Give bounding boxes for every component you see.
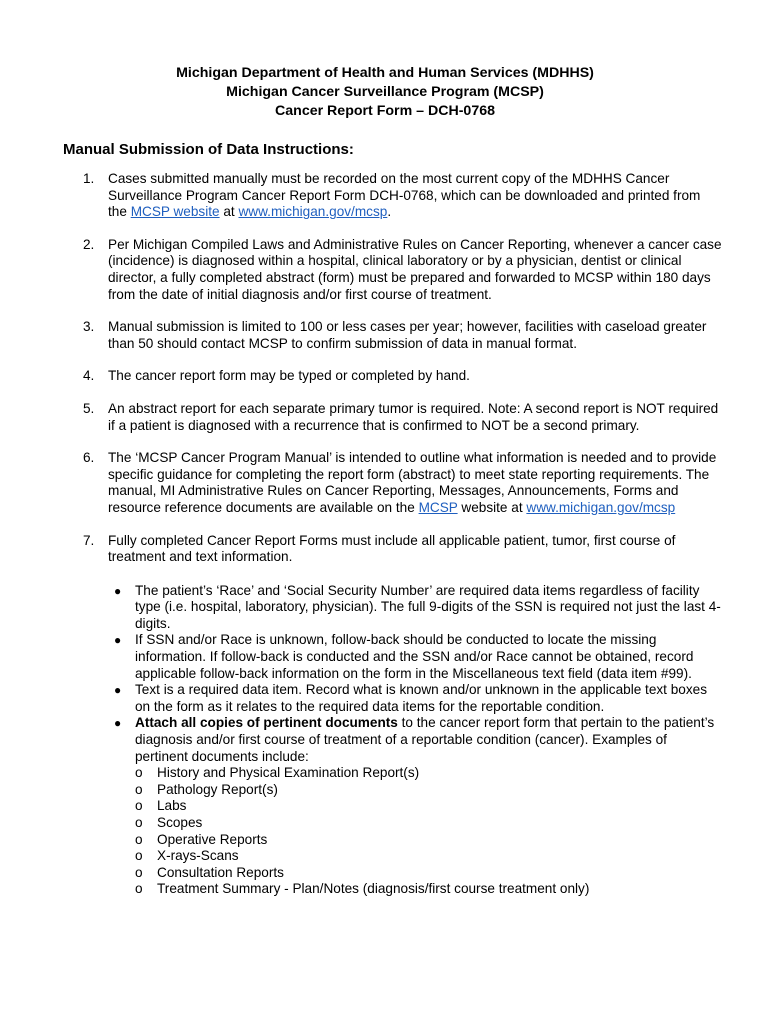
bullet-icon: ● bbox=[114, 683, 122, 698]
hollow-circle-icon: o bbox=[135, 815, 143, 830]
item-number: 2. bbox=[83, 236, 95, 252]
mcsp-website-link[interactable]: MCSP website bbox=[130, 204, 220, 220]
bullet-item bbox=[108, 583, 723, 633]
item-text: The cancer report form may be typed or completed by hand. bbox=[108, 368, 470, 384]
item-text: at bbox=[219, 204, 239, 220]
document-header bbox=[0, 64, 770, 121]
item-number: 5. bbox=[83, 400, 95, 416]
instruction-item-4 bbox=[63, 368, 723, 385]
mcsp-url-link[interactable]: www.michigan.gov/mcsp bbox=[238, 204, 388, 220]
header-program: Michigan Cancer Surveillance Program (MCSP) bbox=[226, 84, 544, 100]
item-text: The ‘MCSP Cancer Program Manual’ is intended to outline what information is needed and to provide specific guidance for completing the report form (abstract) to meet state reporting requirements. The manual, MI Administrative Rules on Cancer Reporting, Messages, Announcements, Forms and resource reference documents are available on the bbox=[108, 450, 717, 515]
instruction-item-1 bbox=[63, 171, 723, 221]
item-number: 1. bbox=[83, 171, 95, 186]
sub-item-text: Scopes bbox=[157, 815, 203, 830]
instruction-item-2 bbox=[63, 237, 723, 303]
mcsp-link[interactable]: MCSP bbox=[418, 499, 458, 515]
instructions-list bbox=[63, 171, 723, 914]
item-number: 6. bbox=[83, 450, 95, 466]
sub-item-text: Pathology Report(s) bbox=[157, 781, 278, 797]
bullet-text: If SSN and/or Race is unknown, follow-back should be conducted to locate the missing information. If follow-back is conducted and the SSN and/or Race cannot be obtained, record applicable follow-back information on the form in the Miscellaneous text field (data item #99). bbox=[135, 632, 694, 681]
hollow-circle-icon: o bbox=[135, 781, 143, 797]
item-text: An abstract report for each separate primary tumor is required. Note: A second report is NOT required if a patient is diagnosed with a recurrence that is confirmed to NOT be a second primary. bbox=[108, 400, 719, 433]
item-number: 7. bbox=[83, 532, 95, 548]
sub-item-text: Consultation Reports bbox=[157, 864, 284, 880]
sub-item bbox=[135, 765, 723, 782]
sub-item bbox=[135, 848, 723, 865]
sub-item-text: Labs bbox=[157, 798, 187, 814]
section-title: Manual Submission of Data Instructions: bbox=[63, 141, 354, 158]
instruction-item-6 bbox=[63, 450, 723, 516]
bullet-item bbox=[108, 682, 723, 715]
bullet-item bbox=[108, 715, 723, 898]
sub-item bbox=[135, 865, 723, 882]
item-text: Cases submitted manually must be recorded on the most current copy of the MDHHS Cancer Surveillance Program Cancer Report Form DCH-0768, which can be downloaded and printed from the bbox=[108, 171, 701, 220]
bullet-text: to the cancer report form that pertain to the patient’s diagnosis and/or first course of treatment of a reportable condition (cancer). Examples of pertinent documents include: bbox=[135, 715, 715, 764]
bullet-text: The patient’s ‘Race’ and ‘Social Security Number’ are required data items regardless of facility type (i.e. hospital, laboratory, physician). The full 9-digits of the SSN is required not just the last 4-digits. bbox=[135, 582, 721, 631]
sub-item bbox=[135, 881, 723, 898]
bullet-icon: ● bbox=[114, 716, 122, 731]
instruction-item-3 bbox=[63, 319, 723, 352]
sub-item-text: History and Physical Examination Report(s) bbox=[157, 765, 420, 781]
sub-item bbox=[135, 782, 723, 799]
instruction-item-5 bbox=[63, 401, 723, 434]
item-text: Fully completed Cancer Report Forms must include all applicable patient, tumor, first course of treatment and text information. bbox=[108, 532, 676, 565]
item-text: Manual submission is limited to 100 or less cases per year; however, facilities with caseload greater than 50 should contact MCSP to confirm submission of data in manual format. bbox=[108, 319, 707, 351]
item-text: website at bbox=[457, 499, 527, 515]
instruction-item-7 bbox=[63, 533, 723, 898]
sub-item-text: Treatment Summary - Plan/Notes (diagnosis/first course treatment only) bbox=[157, 881, 590, 897]
bullet-item bbox=[108, 632, 723, 682]
hollow-circle-icon: o bbox=[135, 881, 143, 897]
hollow-circle-icon: o bbox=[135, 831, 143, 847]
sub-item bbox=[135, 832, 723, 849]
item-text: . bbox=[387, 204, 392, 220]
hollow-circle-icon: o bbox=[135, 848, 143, 864]
bullet-icon: ● bbox=[114, 633, 122, 648]
bullet-bold-text: Attach all copies of pertinent documents bbox=[135, 715, 398, 731]
hollow-circle-icon: o bbox=[135, 864, 143, 880]
sub-item-text: Operative Reports bbox=[157, 831, 268, 847]
item-text: Per Michigan Compiled Laws and Administrative Rules on Cancer Reporting, whenever a cancer case (incidence) is diagnosed within a hospital, clinical laboratory or by a physician, dentist or clinical director, a fully completed abstract (form) must be prepared and forwarded to MCSP within 180 days from the date of initial diagnosis and/or first course of treatment. bbox=[108, 236, 722, 302]
sub-item bbox=[135, 815, 723, 832]
bullet-icon: ● bbox=[114, 583, 122, 598]
sub-item-text: X-rays-Scans bbox=[157, 848, 239, 864]
header-form-title: Cancer Report Form – DCH-0768 bbox=[275, 103, 495, 119]
hollow-circle-icon: o bbox=[135, 798, 143, 814]
pertinent-documents-list bbox=[135, 765, 723, 898]
item-number: 3. bbox=[83, 319, 95, 335]
header-agency: Michigan Department of Health and Human Services (MDHHS) bbox=[176, 65, 594, 81]
mcsp-url-link[interactable]: www.michigan.gov/mcsp bbox=[526, 499, 676, 515]
bullet-text: Text is a required data item. Record what is known and/or unknown in the applicable text boxes on the form as it relates to the required data items for the reportable condition. bbox=[135, 682, 708, 714]
item-number: 4. bbox=[83, 368, 95, 384]
sub-item bbox=[135, 798, 723, 815]
hollow-circle-icon: o bbox=[135, 765, 143, 781]
requirements-bullet-list bbox=[108, 583, 723, 898]
